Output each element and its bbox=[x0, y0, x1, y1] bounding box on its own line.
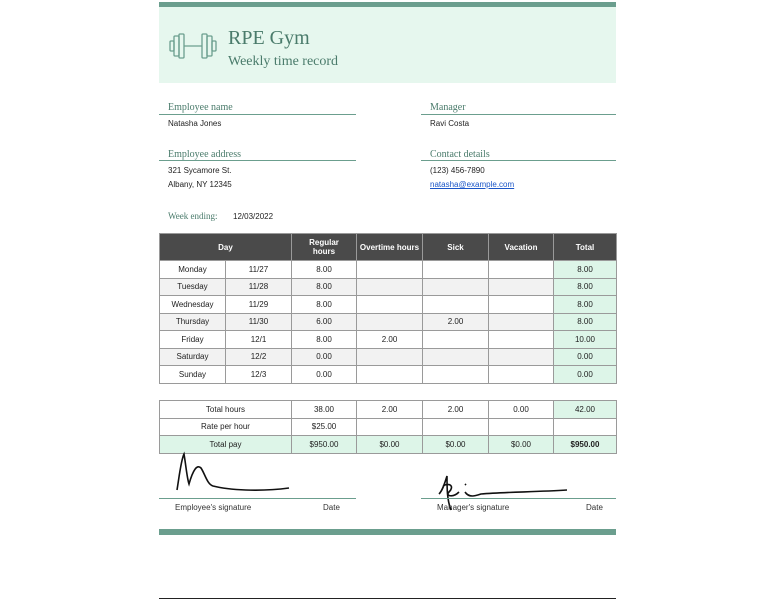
regular-hours-cell[interactable]: 6.00 bbox=[292, 313, 357, 331]
day-cell: Thursday bbox=[160, 313, 226, 331]
vacation-cell[interactable] bbox=[489, 331, 554, 349]
sick-cell[interactable] bbox=[423, 331, 489, 349]
manager-label: Manager bbox=[430, 102, 466, 113]
day-cell: Tuesday bbox=[160, 278, 226, 296]
col-header-regular bbox=[292, 234, 357, 261]
day-cell: Saturday bbox=[160, 348, 226, 366]
regular-pay: $950.00 bbox=[292, 436, 357, 454]
rate-row bbox=[160, 418, 617, 436]
sick-cell[interactable] bbox=[423, 261, 489, 279]
total-rate bbox=[554, 418, 617, 436]
gym-title: RPE Gym bbox=[228, 27, 310, 49]
col-header-day: Day bbox=[160, 234, 292, 261]
vacation-cell[interactable] bbox=[489, 261, 554, 279]
timesheet-table bbox=[159, 233, 617, 384]
timesheet-document bbox=[159, 0, 616, 600]
manager-date-label: Date bbox=[586, 503, 603, 512]
table-row bbox=[160, 261, 617, 279]
sick-cell[interactable]: 2.00 bbox=[423, 313, 489, 331]
employee-date-label: Date bbox=[323, 503, 340, 512]
total-hours-row bbox=[160, 401, 617, 419]
total-cell: 0.00 bbox=[554, 366, 617, 384]
bottom-accent-bar bbox=[159, 529, 616, 535]
address-line-1[interactable]: 321 Sycamore St. bbox=[168, 166, 232, 175]
summary-table bbox=[159, 400, 617, 454]
table-row bbox=[160, 296, 617, 314]
employee-signature-scribble bbox=[169, 448, 309, 496]
total-cell: 8.00 bbox=[554, 261, 617, 279]
date-cell: 12/1 bbox=[226, 331, 292, 349]
table-row bbox=[160, 331, 617, 349]
grand-total-pay: $950.00 bbox=[554, 436, 617, 454]
col-header-vacation: Vacation bbox=[489, 234, 554, 261]
overtime-cell[interactable] bbox=[357, 261, 423, 279]
grand-total-hours: 42.00 bbox=[554, 401, 617, 419]
col-header-total: Total bbox=[554, 234, 617, 261]
sick-cell[interactable] bbox=[423, 296, 489, 314]
total-cell: 8.00 bbox=[554, 278, 617, 296]
regular-hours-cell[interactable]: 0.00 bbox=[292, 348, 357, 366]
overtime-cell[interactable] bbox=[357, 366, 423, 384]
regular-hours-cell[interactable]: 8.00 bbox=[292, 261, 357, 279]
date-cell: 12/2 bbox=[226, 348, 292, 366]
record-subtitle: Weekly time record bbox=[228, 54, 339, 69]
regular-hours-cell[interactable]: 8.00 bbox=[292, 278, 357, 296]
contact-phone[interactable]: (123) 456-7890 bbox=[430, 166, 485, 175]
date-cell: 12/3 bbox=[226, 366, 292, 384]
overtime-rate[interactable] bbox=[357, 418, 423, 436]
vacation-cell[interactable] bbox=[489, 296, 554, 314]
regular-hours-cell[interactable]: 8.00 bbox=[292, 331, 357, 349]
regular-hours-cell[interactable]: 8.00 bbox=[292, 296, 357, 314]
week-ending-label: Week ending: bbox=[168, 211, 218, 221]
sick-rate[interactable] bbox=[423, 418, 489, 436]
overtime-cell[interactable] bbox=[357, 278, 423, 296]
manager-value[interactable]: Ravi Costa bbox=[430, 119, 470, 128]
sick-cell[interactable] bbox=[423, 366, 489, 384]
employee-name-rule bbox=[159, 114, 356, 115]
employee-address-rule bbox=[159, 160, 356, 161]
table-row bbox=[160, 313, 617, 331]
contact-email-link[interactable]: natasha@example.com bbox=[430, 180, 515, 189]
vacation-cell[interactable] bbox=[489, 313, 554, 331]
total-hours-label: Total hours bbox=[160, 401, 292, 419]
page-bottom-rule bbox=[159, 598, 616, 599]
overtime-cell[interactable] bbox=[357, 348, 423, 366]
date-cell: 11/29 bbox=[226, 296, 292, 314]
date-cell: 11/30 bbox=[226, 313, 292, 331]
employee-name-label: Employee name bbox=[168, 102, 233, 113]
table-row bbox=[160, 278, 617, 296]
sick-cell[interactable] bbox=[423, 278, 489, 296]
day-cell: Sunday bbox=[160, 366, 226, 384]
contact-details-rule bbox=[421, 160, 616, 161]
total-cell: 0.00 bbox=[554, 348, 617, 366]
dumbbell-icon bbox=[169, 31, 217, 61]
total-cell: 8.00 bbox=[554, 296, 617, 314]
employee-signature-label: Employee's signature bbox=[175, 503, 252, 512]
col-header-regular-line1: Regular bbox=[309, 238, 339, 247]
vacation-cell[interactable] bbox=[489, 278, 554, 296]
total-pay-label: Total pay bbox=[160, 436, 292, 454]
day-cell: Wednesday bbox=[160, 296, 226, 314]
total-cell: 10.00 bbox=[554, 331, 617, 349]
vacation-cell[interactable] bbox=[489, 366, 554, 384]
manager-signature-label: Manager's signature bbox=[437, 503, 510, 512]
day-cell: Friday bbox=[160, 331, 226, 349]
timesheet-header-row bbox=[160, 234, 617, 261]
overtime-pay: $0.00 bbox=[357, 436, 423, 454]
day-cell: Monday bbox=[160, 261, 226, 279]
date-cell: 11/28 bbox=[226, 278, 292, 296]
header-banner bbox=[159, 7, 616, 83]
vacation-pay: $0.00 bbox=[489, 436, 554, 454]
rate-label: Rate per hour bbox=[160, 418, 292, 436]
week-ending-value[interactable]: 12/03/2022 bbox=[233, 212, 274, 221]
col-header-overtime: Overtime hours bbox=[357, 234, 423, 261]
overtime-cell[interactable] bbox=[357, 313, 423, 331]
date-cell: 11/27 bbox=[226, 261, 292, 279]
regular-hours-cell[interactable]: 0.00 bbox=[292, 366, 357, 384]
total-regular-hours: 38.00 bbox=[292, 401, 357, 419]
employee-signature-line[interactable] bbox=[159, 498, 356, 499]
total-overtime-hours: 2.00 bbox=[357, 401, 423, 419]
sick-pay: $0.00 bbox=[423, 436, 489, 454]
employee-name-value[interactable]: Natasha Jones bbox=[168, 119, 222, 128]
table-row bbox=[160, 348, 617, 366]
col-header-regular-line2: hours bbox=[312, 247, 336, 256]
regular-rate[interactable]: $25.00 bbox=[292, 418, 357, 436]
employee-address-label: Employee address bbox=[168, 149, 242, 160]
col-header-sick: Sick bbox=[423, 234, 489, 261]
table-row bbox=[160, 366, 617, 384]
overtime-cell[interactable] bbox=[357, 296, 423, 314]
vacation-rate[interactable] bbox=[489, 418, 554, 436]
manager-signature-line[interactable] bbox=[421, 498, 616, 499]
contact-details-label: Contact details bbox=[430, 149, 490, 160]
total-sick-hours: 2.00 bbox=[423, 401, 489, 419]
total-vacation-hours: 0.00 bbox=[489, 401, 554, 419]
sick-cell[interactable] bbox=[423, 348, 489, 366]
manager-rule bbox=[421, 114, 616, 115]
vacation-cell[interactable] bbox=[489, 348, 554, 366]
address-line-2[interactable]: Albany, NY 12345 bbox=[168, 180, 232, 189]
total-cell: 8.00 bbox=[554, 313, 617, 331]
overtime-cell[interactable]: 2.00 bbox=[357, 331, 423, 349]
